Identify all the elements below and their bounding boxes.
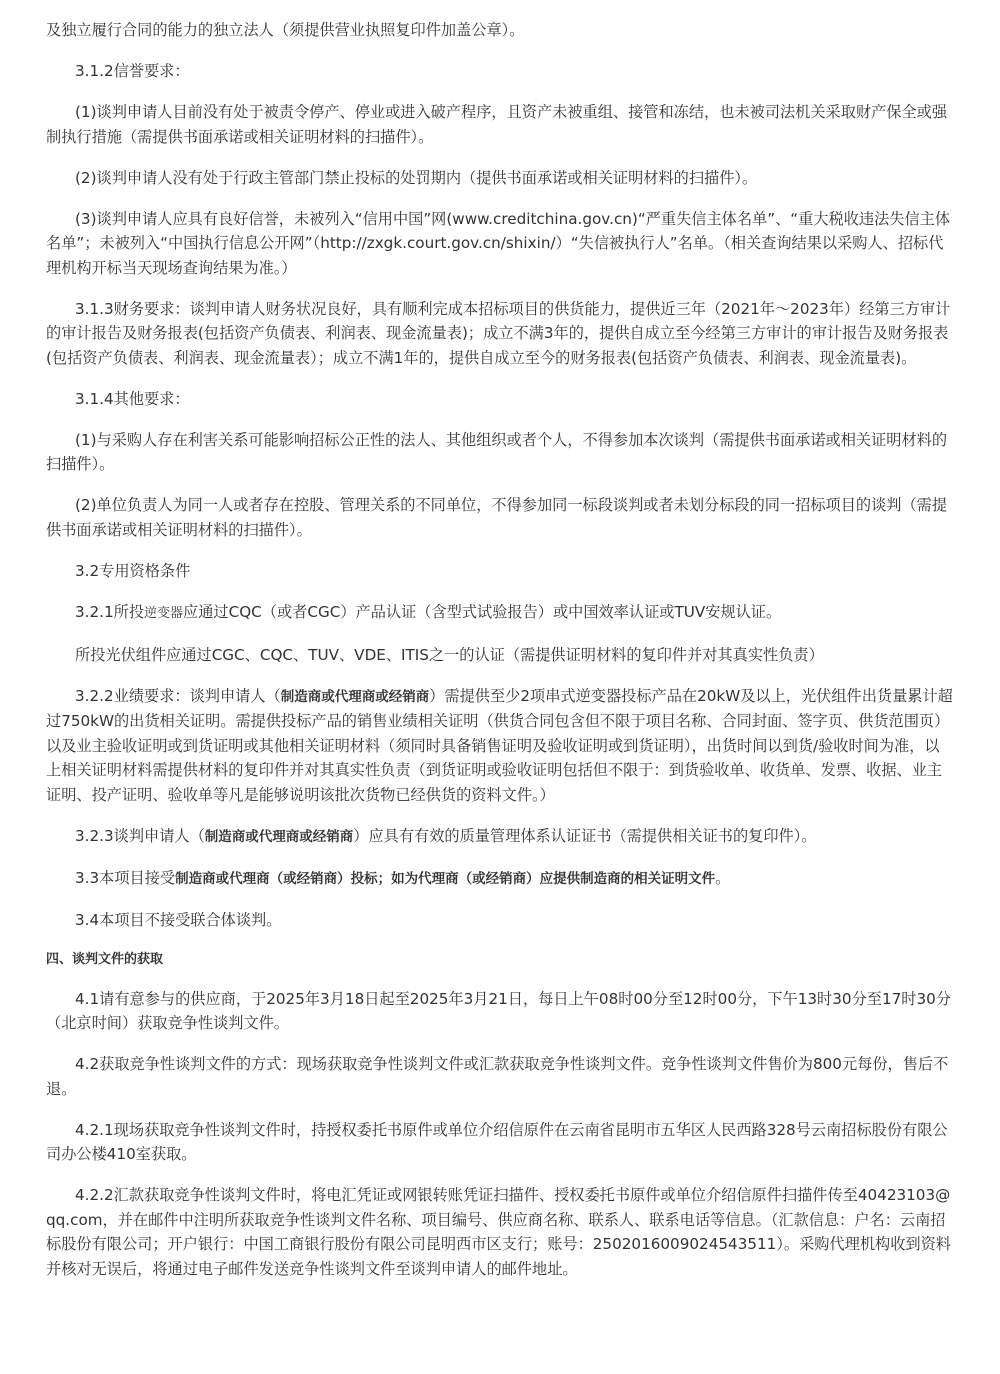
paragraph-4-1: 4.1请有意参与的供应商，于2025年3月18日起至2025年3月21日，每日上午08时00分至12时00分，下午13时30分至17时30分（北京时间）获取竞争性谈判文件。	[46, 989, 951, 1032]
paragraph-3-3	[46, 866, 954, 892]
paragraph-3-1-2-3: (3)谈判申请人应具有良好信誉，未被列入“信用中国”网(www.creditchina.gov.cn)“严重失信主体名单”、“重大税收违法失信主体名单”；未被列入“中国执行信息公开网”（http://zxgk.court.gov.cn/shixin/）“失信被执行人”名单。（相关查询结果以采购人、招标代理机构开标当天现场查询结果为准。）	[46, 209, 951, 277]
text-segment: 3.3本项目接受	[75, 868, 176, 887]
paragraph-3-1-2-1: (1)谈判申请人目前没有处于被责令停产、停业或进入破产程序，且资产未被重组、接管和冻结，也未被司法机关采取财产保全或强制执行措施（需提供书面承诺或相关证明材料的扫描件）。	[46, 103, 948, 146]
text-segment: 3.2.3谈判申请人（	[75, 826, 205, 845]
paragraph-3-2-2-performance	[46, 684, 954, 808]
text-segment-bold: 制造商或代理商（或经销商）投标；如为代理商（或经销商）应提供制造商的相关证明文件	[175, 870, 716, 887]
text-segment: 3.2.2业绩要求：谈判申请人（	[75, 686, 281, 705]
paragraph-3-2-3-quality	[46, 824, 954, 850]
paragraph-legal-entity: 及独立履行合同的能力的独立法人（须提供营业执照复印件加盖公章）。	[46, 21, 525, 39]
paragraph-3-1-2-2: (2)谈判申请人没有处于行政主管部门禁止投标的处罚期内（提供书面承诺或相关证明材料的扫描件）。	[75, 168, 758, 187]
text-segment: ）需提供至少2项串式逆变器投标产品在20kW及以上，光伏组件出货量累计超过750kW的出货相关证明。需提供投标产品的销售业绩相关证明（供货合同包含但不限于项目名称、合同封面、签字页、供货范围页）以及业主验收证明或到货证明或其他相关证明材料（须同时具备销售证明及验收证明或到货证明），出货时间以到货/验收时间为准，以上相关证明材料需提供材料的复印件并对其真实性负责（到货证明或验收证明包括但不限于：到货验收单、收货单、发票、收据、业主证明、投产证明、验收单等凡是能够说明该批次货物已经供货的资料文件。）	[46, 686, 953, 804]
text-segment-bold: 制造商或代理商或经销商	[204, 828, 354, 845]
paragraph-3-4: 3.4本项目不接受联合体谈判。	[75, 910, 282, 929]
text-segment: ）应具有有效的质量管理体系认证证书（需提供相关证书的复印件）。	[353, 826, 817, 845]
text-segment-bold: 制造商或代理商或经销商	[280, 688, 430, 705]
paragraph-3-1-4-2: (2)单位负责人为同一人或者存在控股、管理关系的不同单位，不得参加同一标段谈判或者未划分标段的同一招标项目的谈判（需提供书面承诺或相关证明材料的扫描件）。	[46, 496, 948, 539]
text-segment: 3.2.1所投	[75, 602, 145, 621]
text-segment: 应通过CQC（或者CGC）产品认证（含型式试验报告）或中国效率认证或TUV安规认证。	[183, 602, 782, 621]
text-segment: （汇款信息：户名：云南招标股份有限公司；开户银行：中国工商银行股份有限公司昆明西市区支行；账号：2502016009024543511）。采购代理机构收到资料并核对无误后，将通过电子邮件发送竞争性谈判文件至谈判申请人的邮件地址。	[46, 1210, 951, 1278]
section-heading-4: 四、谈判文件的获取	[46, 951, 164, 967]
paragraph-3-1-3-finance: 3.1.3财务要求：谈判申请人财务状况良好，具有顺利完成本招标项目的供货能力，提供近三年（2021年～2023年）经第三方审计的审计报告及财务报表(包括资产负债表、利润表、现金流量表)；成立不满3年的，提供自成立至今经第三方审计的审计报告及财务报表(包括资产负债表、利润表、现金流量表）；成立不满1年的，提供自成立至今的财务报表(包括资产负债表、利润表、现金流量表)。	[46, 299, 951, 367]
paragraph-3-1-4-1: (1)与采购人存在利害关系可能影响招标公正性的法人、其他组织或者个人，不得参加本次谈判（需提供书面承诺或相关证明材料的扫描件）。	[46, 430, 948, 473]
heading-3-2-special: 3.2专用资格条件	[75, 561, 191, 580]
text-segment-small: 逆变器	[144, 605, 184, 621]
paragraph-3-2-1	[46, 600, 954, 627]
paragraph-4-2-1: 4.2.1现场获取竞争性谈判文件时，持授权委托书原件或单位介绍信原件在云南省昆明市五华区人民西路328号云南招标股份有限公司办公楼410室获取。	[46, 1120, 948, 1163]
text-segment: 。	[715, 868, 731, 887]
heading-3-1-4-other: 3.1.4其他要求：	[75, 389, 190, 408]
paragraph-3-2-1-pv: 所投光伏组件应通过CGC、CQC、TUV、VDE、ITIS之一的认证（需提供证明材料的复印件并对其真实性负责）	[75, 645, 824, 664]
heading-3-1-2-credit: 3.1.2信誉要求：	[75, 62, 190, 80]
paragraph-4-2-2	[46, 1183, 954, 1281]
text-segment: 4.2.2汇款获取竞争性谈判文件时，将电汇凭证或网银转账凭证扫描件、授权委托书原件或单位介绍信原件扫描件传至40423103@qq.com，并在邮件中注明所获取竞争性谈判文件名称、项目编号、供应商名称、联系人、联系电话等信息。	[46, 1186, 951, 1229]
paragraph-4-2: 4.2获取竞争性谈判文件的方式：现场获取竞争性谈判文件或汇款获取竞争性谈判文件。竞争性谈判文件售价为800元每份，售后不退。	[46, 1055, 949, 1098]
